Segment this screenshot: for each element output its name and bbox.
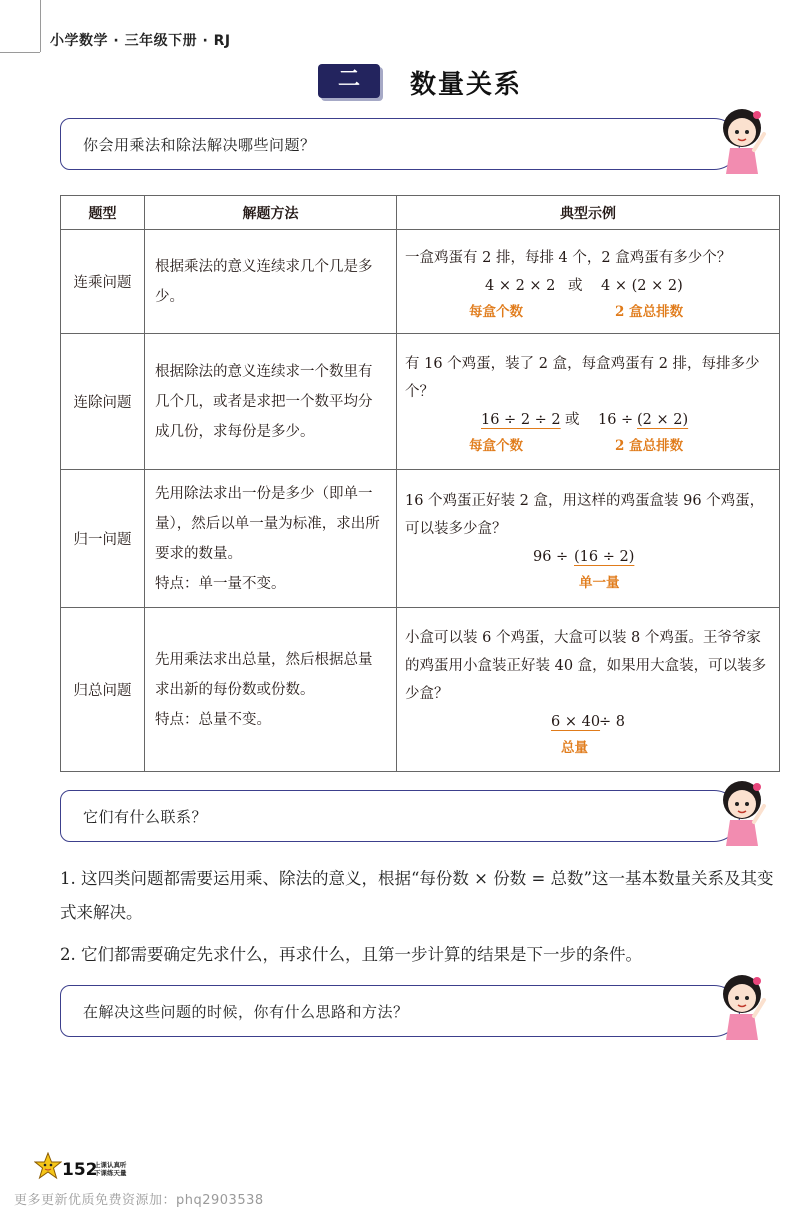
solution-method: 根据乘法的意义连续求几个几是多少。 bbox=[145, 230, 397, 334]
question-text-1: 你会用乘法和除法解决哪些问题？ bbox=[83, 136, 316, 154]
question-box-2 bbox=[60, 790, 740, 842]
section-number: 二 bbox=[337, 67, 360, 92]
solution-method: 先用乘法求出总量，然后根据总量求出新的每份数或份数。 bbox=[155, 651, 373, 698]
formula-line bbox=[405, 708, 771, 734]
formula-prefix: 96 ÷ bbox=[533, 548, 569, 565]
table-row bbox=[61, 230, 780, 334]
formula-a: 16 ÷ 2 ÷ 2 bbox=[481, 411, 561, 428]
method-feature: 特点：单一量不变。 bbox=[155, 575, 286, 592]
formula-suffix: ÷ 8 bbox=[599, 713, 625, 730]
formula-a: (16 ÷ 2) bbox=[574, 548, 635, 565]
watermark-text: 更多更新优质免费资源加：phq2903538 bbox=[14, 1193, 264, 1208]
formula-label-a: 每盒个数 bbox=[469, 303, 523, 320]
formula-label-b: 2 盒总排数 bbox=[615, 303, 684, 320]
formula-labels bbox=[405, 298, 771, 320]
table-row bbox=[61, 334, 780, 470]
formula-b: 4 × (2 × 2) bbox=[601, 277, 683, 294]
girl-character-icon bbox=[714, 104, 770, 178]
formula-b-prefix: 16 ÷ bbox=[598, 411, 634, 428]
formula-line bbox=[405, 543, 771, 569]
example-cell bbox=[397, 470, 780, 608]
page-corner-line bbox=[40, 0, 41, 52]
formula-labels bbox=[405, 569, 771, 591]
formula-label-a: 每盒个数 bbox=[469, 437, 523, 454]
summary-point-2: 2. 它们都需要确定先求什么，再求什么，且第一步计算的结果是下一步的条件。 bbox=[60, 945, 642, 964]
footer-slogan bbox=[94, 1161, 127, 1177]
footer-slogan-line-2: 下课练天量 bbox=[94, 1169, 127, 1177]
problem-type: 连除问题 bbox=[61, 334, 145, 470]
formula-labels bbox=[405, 432, 771, 454]
book-title: 小学数学 · 三年级下册 · RJ bbox=[50, 33, 231, 49]
formula-a: 6 × 40 bbox=[551, 713, 601, 730]
quantity-relation-table bbox=[60, 195, 780, 772]
summary-point-1: 1. 这四类问题都需要运用乘、除法的意义，根据“每份数 × 份数 = 总数”这一基本数量关系及其变式来解决。 bbox=[60, 869, 774, 922]
formula-label-a: 单一量 bbox=[579, 574, 620, 591]
page-number: 152 bbox=[62, 1160, 98, 1180]
question-text-2: 它们有什么联系？ bbox=[83, 808, 208, 826]
example-text: 一盒鸡蛋有 2 排，每排 4 个，2 盒鸡蛋有多少个？ bbox=[405, 249, 732, 266]
formula-label-a: 总量 bbox=[561, 739, 588, 756]
example-cell bbox=[397, 230, 780, 334]
example-text: 有 16 个鸡蛋，装了 2 盒，每盒鸡蛋有 2 排，每排多少个？ bbox=[405, 355, 760, 400]
solution-method: 先用除法求出一份是多少（即单一量），然后以单一量为标准，求出所要求的数量。 bbox=[155, 485, 380, 562]
section-number-badge bbox=[318, 64, 380, 98]
formula-a: 4 × 2 × 2 bbox=[485, 277, 556, 294]
girl-character-icon bbox=[714, 970, 770, 1044]
section-title: 数量关系 bbox=[410, 70, 523, 100]
solution-method-cell bbox=[145, 608, 397, 772]
formula-connector: 或 bbox=[568, 277, 583, 294]
problem-type: 归总问题 bbox=[61, 608, 145, 772]
column-header-type: 题型 bbox=[61, 196, 145, 230]
formula-b: (2 × 2) bbox=[637, 411, 689, 428]
column-header-example: 典型示例 bbox=[397, 196, 780, 230]
star-mascot-icon bbox=[34, 1152, 62, 1180]
formula-labels bbox=[405, 734, 771, 756]
example-text: 小盒可以装 6 个鸡蛋，大盒可以装 8 个鸡蛋。王爷爷家的鸡蛋用小盒装正好装 40 盒，如果用大盒装，可以装多少盒？ bbox=[405, 629, 767, 702]
solution-method-cell bbox=[145, 470, 397, 608]
solution-method: 根据除法的意义连续求一个数里有几个几，或者是求把一个数平均分成几份，求每份是多少。 bbox=[145, 334, 397, 470]
method-feature: 特点：总量不变。 bbox=[155, 711, 271, 728]
column-header-method: 解题方法 bbox=[145, 196, 397, 230]
formula-label-b: 2 盒总排数 bbox=[615, 437, 684, 454]
table-row bbox=[61, 608, 780, 772]
girl-character-icon bbox=[714, 776, 770, 850]
question-box-1 bbox=[60, 118, 740, 170]
question-text-3: 在解决这些问题的时候，你有什么思路和方法？ bbox=[83, 1003, 409, 1021]
problem-type: 连乘问题 bbox=[61, 230, 145, 334]
formula-connector: 或 bbox=[565, 411, 580, 428]
table-header-row bbox=[61, 196, 780, 230]
table-row bbox=[61, 470, 780, 608]
example-text: 16 个鸡蛋正好装 2 盒，用这样的鸡蛋盒装 96 个鸡蛋，可以装多少盒？ bbox=[405, 492, 765, 537]
formula-line bbox=[405, 272, 771, 298]
page-corner-line-horizontal bbox=[0, 52, 40, 53]
example-cell bbox=[397, 334, 780, 470]
question-box-3 bbox=[60, 985, 740, 1037]
footer-slogan-line-1: 上课认真听 bbox=[94, 1161, 127, 1169]
formula-line bbox=[405, 406, 771, 432]
example-cell bbox=[397, 608, 780, 772]
problem-type: 归一问题 bbox=[61, 470, 145, 608]
